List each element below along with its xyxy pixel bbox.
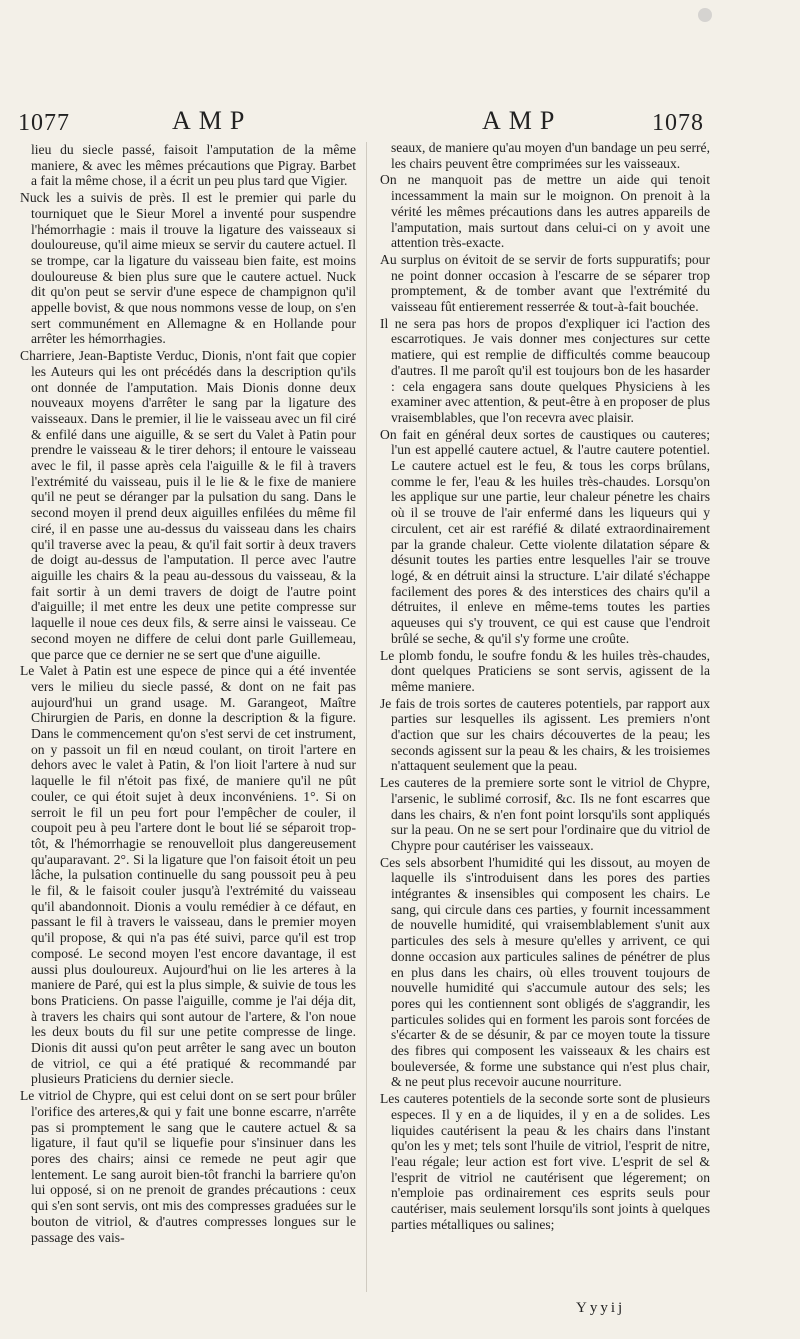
paragraph: Ces sels absorbent l'humidité qui les dissout, au moyen de laquelle ils s'introduisent dans les pores des parties intégrantes & insensibles qui composent les chairs. Le sang, qui circule dans ces parties, y fournit incessamment de nouvelle humidité, qui vraisemblablement s'unit aux particules des sels à mesure qu'elles y arrivent, ce qui donne occasion aux particules salines de pénétrer de plus en plus dans les chairs, où elles trouvent toujours de nouvelle humidité qui s'accumule autour des sels; les pores qui les contiennent sont obligés de s'aggrandir, les particules solides qui en forment les parois sont forcées de s'écarter & de se désunir, & par ce moyen toute la tissure des fibres qui composent les vaisseaux & les chairs est bouleversée, & forme une substance qui n'est plus chair, & ne peut plus recevoir aucune nourriture. xyxy=(380,854,710,1090)
paragraph: seaux, de maniere qu'au moyen d'un bandage un peu serré, les chairs peuvent être comprimées sur les vaisseaux. xyxy=(391,140,710,171)
paragraph: Nuck les a suivis de près. Il est le premier qui parle du tourniquet que le Sieur Morel a inventé pour suspendre l'hémorrhagie : mais il trouve la ligature des vaisseaux si douloureuse, qu'il aime mieux se servir du cautere actuel. Il se trompe, car la ligature du vaisseau bien faite, est moins douloureuse & bien plus sure que le cautere actuel. Nuck dit qu'on peut se servir d'une espece de champignon qu'il appelle bovist, & que nous nommons vesse de loup, on s'en sert communément en Allemagne & en Hollande pour arrêter les hémorrhagies. xyxy=(20,190,356,347)
paragraph: Les cauteres potentiels de la seconde sorte sont de plusieurs especes. Il y en a de liquides, il y en a de solides. Les liquides cautérisent la peau & les chairs dans l'instant qu'on les y met; tels sont l'huile de vitriol, l'esprit de nitre, l'eau régale; leur action est fort vive. L'esprit de sel & l'esprit de vitriol ne cautérisent que légerement; on n'emploie pas ordinairement ces esprits seuls pour cautériser, mais seulement lorsqu'ils sont joints à quelques parties métalliques ou salines; xyxy=(380,1091,710,1232)
right-page-number: 1078 xyxy=(652,110,704,136)
column-divider xyxy=(366,142,367,1292)
paragraph: lieu du siecle passé, faisoit l'amputation de la même maniere, & avec les mêmes précautions que Pigray. Barbet a fait la même chose, il a écrit un peu plus tard que Vigier. xyxy=(31,142,356,189)
paragraph: Le plomb fondu, le soufre fondu & les huiles très-chaudes, dont quelques Praticiens se sont servis, agissent de la même maniere. xyxy=(380,647,710,694)
paragraph: Le vitriol de Chypre, qui est celui dont on se sert pour brûler l'orifice des arteres,& qui y fait une bonne escarre, n'arrête pas si promptement le sang que le cautere actuel & sa ligature, il faut qu'il se liquefie pour s'insinuer dans les pores des chairs; ainsi ce remede ne peut agir que lentement. Le sang auroit bien-tôt franchi la barriere qu'on lui opposé, si on ne prenoit de grandes précautions : ceux qui s'en sont servis, ont mis des compresses graduées sur le bouton de vitriol, & d'autres compresses longues sur le passage des vais- xyxy=(20,1088,356,1245)
left-column xyxy=(20,142,356,1246)
page-header xyxy=(0,106,800,140)
signature-mark: Yyyij xyxy=(576,1300,626,1316)
paragraph: On fait en général deux sortes de caustiques ou cauteres; l'un est appellé cautere actuel, & l'autre cautere potentiel. Le cautere actuel est le feu, & tous les corps brûlans, comme le fer, l'eau & les huiles très-chaudes. Lorsqu'on les applique sur une partie, leur chaleur pénetre les chairs où il se trouve de l'air enfermé dans les liqueurs qui y circulent, cet air est raréfié & dilaté extraordinairement par la grande chaleur. Cette violente dilatation sépare & désunit toutes les parties entre lesquelles l'air se trouve logé, & en détruit ainsi la structure. L'air dilaté s'échappe facilement des pores & des interstices des chairs qu'il a détruites, il enleve en même-tems toutes les parties aqueuses qui s'y trouvent, ce qui est cause que l'endroit brûlé se seche, & qu'il s'y forme une croûte. xyxy=(380,426,710,646)
paragraph: Le Valet à Patin est une espece de pince qui a été inventée vers le milieu du siecle passé, & dont on ne fait pas aujourd'hui un grand usage. M. Garangeot, Maître Chirurgien de Paris, en donne la description & la figure. Dans le commencement qu'on s'est servi de cet instrument, on y passoit un fil en nœud coulant, on tiroit l'artere en dehors avec le valet à Patin, & l'on lioit l'artere à nud sur laquelle le fil n'étoit pas fixé, de maniere qu'il ne pût couler, ce qui étoit sujet à deux inconvéniens. 1°. Si on serroit le fil un peu fort pour l'empêcher de couler, il coupoit peu à peu l'artere dont le bout lié se séparoit trop-tôt, & l'hémorrhagie se renouvelloit plus dangereusement qu'auparavant. 2°. Si la ligature que l'on faisoit étoit un peu lâche, la pulsation continuelle du sang poussoit peu à peu le fil, & le faisoit couler jusqu'à l'extrémité du vaisseau qu'il abandonnoit. Dionis a voulu remédier à ce défaut, en passant le fil à travers le vaisseau, dans le premier moyen qu'il propose, & qui n'a pas été suivi, parce qu'il est trop composé. Le second moyen l'est encore davantage, il est aussi plus douloureux. Aujourd'hui on lie les arteres à la maniere de Paré, qui est la plus simple, & suivie de tous les bons Praticiens. On passe l'aiguille, comme je l'ai déja dit, à travers les chairs qui sont autour de l'artere, & l'on noue les deux bouts du fil sur une petite compresse de linge. Dionis dit aussi qu'on peut arrêter le sang avec un bouton de vitriol, ce qui a été pratiqué & recommandé par plusieurs Praticiens du dernier siecle. xyxy=(20,663,356,1087)
paragraph: Il ne sera pas hors de propos d'expliquer ici l'action des escarrotiques. Je vais donner mes conjectures sur cette matiere, qui est remplie de difficultés comme beaucoup d'autres. Il me paroît qu'il est toujours bon de les hasarder : cela engagera sans doute quelques Physiciens à les examiner avec attention, & peut-être à en proposer de plus vraisemblables, que l'on recevra avec plaisir. xyxy=(380,315,710,425)
ink-stain xyxy=(698,8,712,22)
right-running-head: AMP xyxy=(482,106,563,135)
paragraph: Charriere, Jean-Baptiste Verduc, Dionis, n'ont fait que copier les Auteurs qui les ont précédés dans la description qu'ils ont donnée de l'amputation. Mais Dionis donne deux nouveaux moyens d'arrêter le sang par la ligature des vaisseaux. Dans le premier, il lie le vaisseau avec un fil ciré & enfilé dans une aiguille, & se sert du Valet à Patin pour prendre le vaisseau & le tirer dehors; il entoure le vaisseau avec le fil, il passe après cela l'aiguille & le fil à travers l'extrémité du vaisseau, puis il le lie & le fixe de maniere qu'il ne peut se déranger par la pulsation du sang. Dans le second moyen il prend deux aiguilles enfilées du même fil ciré, il en passe une au-dessus du vaisseau dans les chairs qu'il traverse avec la peau, & qu'il fait sortir à deux travers de doigt au-dessus de l'amputation. Il perce avec l'autre aiguille les chairs & la peau au-dessous du vaisseau, & la fait sortir à un demi travers de doigt de l'autre point d'aiguille; il met entre les deux une petite compresse sur laquelle il noue ces deux fils, & serre ainsi le vaisseau. Ce second moyen ne differe de celui dont parle Guillemeau, que parce que ce dernier ne se sert que d'une aiguille. xyxy=(20,348,356,662)
left-page-number: 1077 xyxy=(18,110,70,136)
paragraph: Au surplus on évitoit de se servir de forts suppuratifs; pour ne point donner occasion à l'escarre de se séparer trop promptement, & de tomber avant que l'extrémité du vaisseau fût entierement resserrée & tout-à-fait bouchée. xyxy=(380,251,710,315)
paragraph: On ne manquoit pas de mettre un aide qui tenoit incessamment la main sur le moignon. On prenoit à la vérité les mêmes précautions dans les autres appareils de l'amputation, mais surtout dans celui-ci on y avoit une attention très-exacte. xyxy=(380,172,710,251)
paragraph: Les cauteres de la premiere sorte sont le vitriol de Chypre, l'arsenic, le sublimé corrosif, &c. Ils ne font escarres que dans les chairs, & n'en font point lorsqu'ils sont appliqués sur la peau. On ne se sert pour l'ordinaire que du vitriol de Chypre pour cautériser les vaisseaux. xyxy=(380,775,710,853)
left-running-head: AMP xyxy=(172,106,253,135)
right-column xyxy=(380,140,710,1234)
paragraph: Je fais de trois sortes de cauteres potentiels, par rapport aux parties sur lesquelles ils agissent. Les premiers n'ont d'action que sur les chairs découvertes de la peau; les seconds agissent sur la peau & les chairs, & les troisiemes n'attaquent seulement que la peau. xyxy=(380,695,710,774)
